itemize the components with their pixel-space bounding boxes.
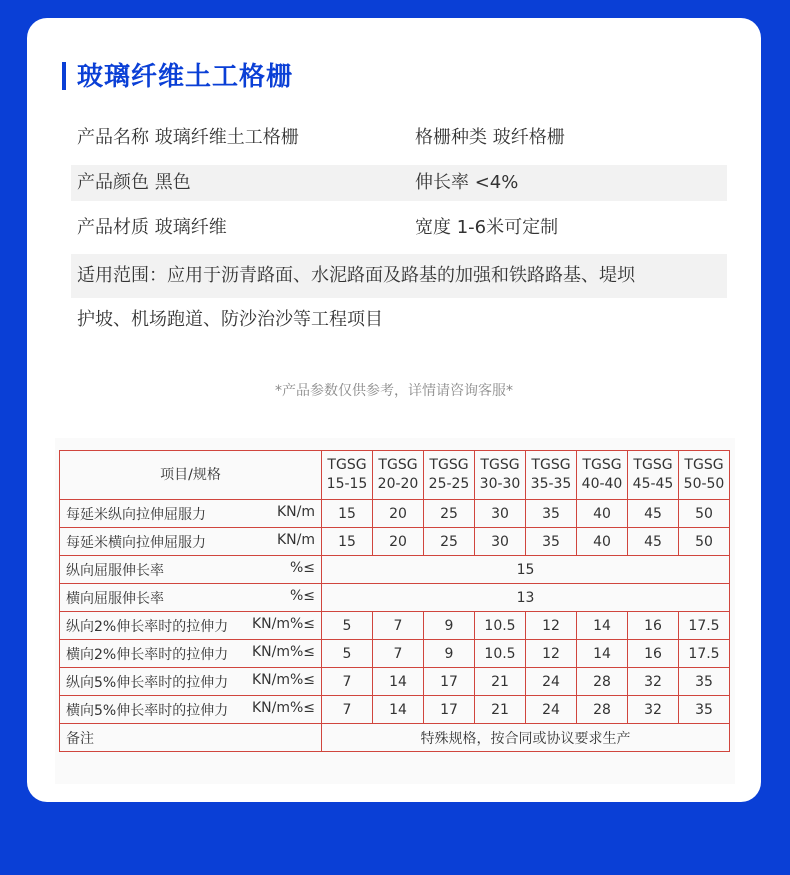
model-spec: 25-25 [428,476,470,492]
model-series: TGSG [633,457,673,473]
title-accent-bar [62,62,66,90]
model-header [424,451,475,500]
table-cell: 17.5 [679,640,730,668]
table-cell: 32 [628,696,679,724]
table-cell: 25 [424,500,475,528]
spec-left: 产品颜色 黑色 [77,172,191,193]
model-spec: 30-30 [479,476,521,492]
row-label [60,640,322,668]
table-cell: 17.5 [679,612,730,640]
row-name: 每延米横向拉伸屈服力 [66,534,206,551]
header-label: 项目/规格 [60,451,322,500]
table-header-row [60,451,730,500]
usage-line: 护坡、机场跑道、防沙治沙等工程项目 [77,309,383,330]
table-cell: 45 [628,500,679,528]
table-cell: 14 [373,668,424,696]
table-cell: 15 [322,500,373,528]
table-cell: 28 [577,696,628,724]
table-cell: 25 [424,528,475,556]
table-cell: 32 [628,668,679,696]
model-spec: 45-45 [632,476,674,492]
table-cell: 14 [373,696,424,724]
table-cell: 30 [475,528,526,556]
table-row [60,612,730,640]
spec-table [59,450,730,752]
table-cell: 35 [679,668,730,696]
table-row [60,668,730,696]
row-label [60,584,322,612]
model-spec: 20-20 [377,476,419,492]
table-cell: 50 [679,528,730,556]
spec-row [71,120,727,156]
usage-line: 适用范围：应用于沥青路面、水泥路面及路基的加强和铁路路基、堤坝 [71,254,727,298]
table-cell: 40 [577,528,628,556]
model-header [679,451,730,500]
usage-text [71,254,727,342]
table-cell: 21 [475,696,526,724]
model-series: TGSG [582,457,622,473]
table-cell: 5 [322,640,373,668]
table-cell: 50 [679,500,730,528]
table-cell: 20 [373,500,424,528]
row-name: 横向屈服伸长率 [66,590,164,607]
table-cell: 35 [526,500,577,528]
row-label [60,696,322,724]
row-unit: KN/m%≤ [251,671,315,688]
table-cell: 5 [322,612,373,640]
row-unit: %≤ [289,559,315,576]
row-label [60,724,322,752]
merged-cell: 15 [322,556,730,584]
table-cell: 14 [577,640,628,668]
spec-row [71,210,727,246]
row-name: 纵向屈服伸长率 [66,562,164,579]
row-unit: KN/m [276,531,315,548]
table-cell: 30 [475,500,526,528]
table-row [60,584,730,612]
table-cell: 12 [526,612,577,640]
table-row [60,696,730,724]
model-header [373,451,424,500]
table-cell: 7 [373,612,424,640]
model-spec: 35-35 [530,476,572,492]
table-row [60,500,730,528]
model-header [628,451,679,500]
table-cell: 35 [526,528,577,556]
table-cell: 24 [526,696,577,724]
table-row [60,556,730,584]
table-cell: 16 [628,612,679,640]
spec-left: 产品材质 玻璃纤维 [77,217,227,238]
model-header [577,451,628,500]
table-cell: 10.5 [475,640,526,668]
model-spec: 50-50 [683,476,725,492]
model-spec: 40-40 [581,476,623,492]
table-cell: 15 [322,528,373,556]
page-title: 玻璃纤维土工格栅 [77,62,294,92]
merged-cell: 特殊规格，按合同或协议要求生产 [322,724,730,752]
spec-left: 产品名称 玻璃纤维土工格栅 [77,127,299,148]
model-series: TGSG [378,457,418,473]
spec-row [71,165,727,201]
table-cell: 35 [679,696,730,724]
model-spec: 15-15 [326,476,368,492]
table-row [60,528,730,556]
table-cell: 45 [628,528,679,556]
table-cell: 17 [424,668,475,696]
spec-right: 宽度 1-6米可定制 [415,217,559,238]
row-name: 横向2%伸长率时的拉伸力 [66,646,229,663]
model-series: TGSG [684,457,724,473]
row-unit: KN/m%≤ [251,643,315,660]
row-unit: KN/m%≤ [251,699,315,716]
table-cell: 10.5 [475,612,526,640]
row-unit: KN/m [276,503,315,520]
table-cell: 16 [628,640,679,668]
spec-table-panel [55,438,735,784]
table-cell: 14 [577,612,628,640]
row-unit: KN/m%≤ [251,615,315,632]
product-card [27,18,761,802]
table-row [60,724,730,752]
table-cell: 9 [424,640,475,668]
table-cell: 40 [577,500,628,528]
table-cell: 7 [373,640,424,668]
merged-cell: 13 [322,584,730,612]
row-name: 横向5%伸长率时的拉伸力 [66,702,229,719]
row-label [60,500,322,528]
row-name: 纵向2%伸长率时的拉伸力 [66,618,229,635]
row-name: 纵向5%伸长率时的拉伸力 [66,674,229,691]
table-cell: 7 [322,668,373,696]
row-label [60,528,322,556]
table-row [60,640,730,668]
table-cell: 20 [373,528,424,556]
table-cell: 24 [526,668,577,696]
model-series: TGSG [531,457,571,473]
table-cell: 28 [577,668,628,696]
model-series: TGSG [429,457,469,473]
model-series: TGSG [480,457,520,473]
row-label [60,668,322,696]
row-unit: %≤ [289,587,315,604]
spec-right: 伸长率 <4% [415,172,519,193]
model-header [322,451,373,500]
row-label [60,556,322,584]
table-cell: 21 [475,668,526,696]
disclaimer-note: *产品参数仅供参考，详情请咨询客服* [275,383,513,399]
row-name: 每延米纵向拉伸屈服力 [66,506,206,523]
table-cell: 7 [322,696,373,724]
row-name: 备注 [66,730,94,747]
row-label [60,612,322,640]
model-header [526,451,577,500]
table-cell: 9 [424,612,475,640]
model-series: TGSG [327,457,367,473]
model-header [475,451,526,500]
table-cell: 17 [424,696,475,724]
spec-right: 格栅种类 玻纤格栅 [415,127,565,148]
table-cell: 12 [526,640,577,668]
